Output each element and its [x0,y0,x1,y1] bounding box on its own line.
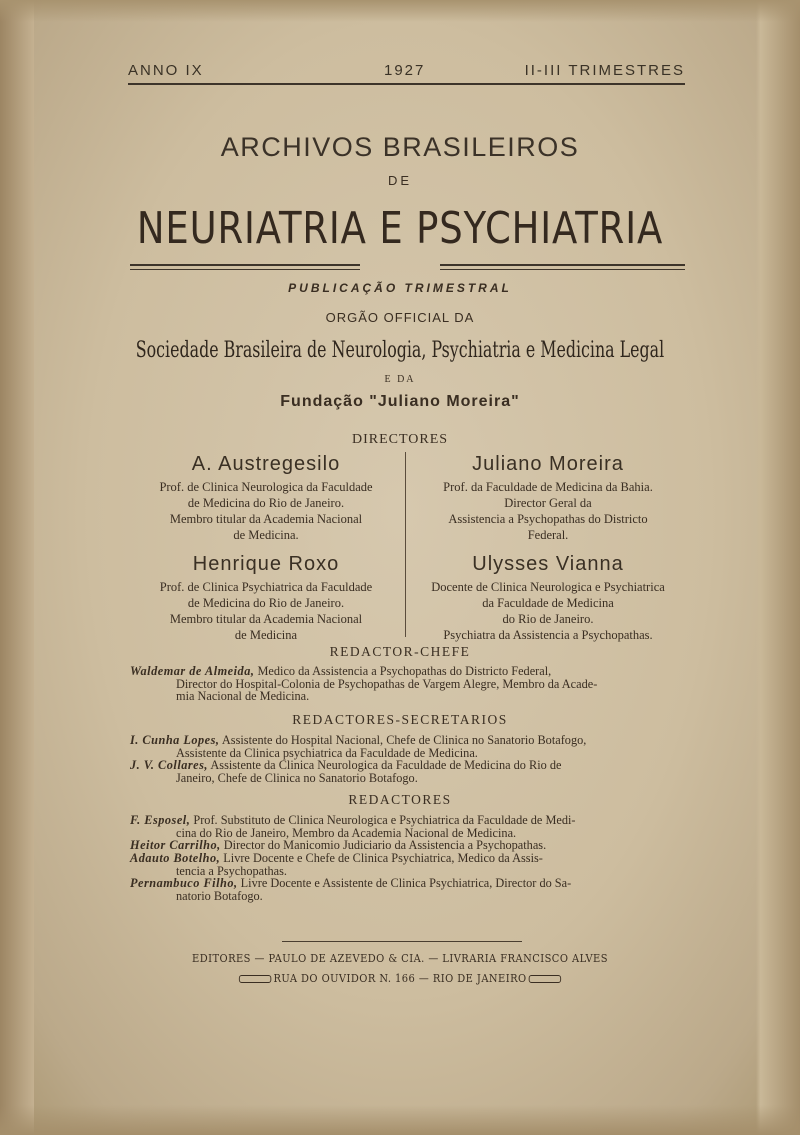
publication-frequency: PUBLICAÇÃO TRIMESTRAL [288,281,512,295]
director-desc-line: de Medicina do Rio de Janeiro. [187,496,345,510]
official-organ-label: ORGÃO OFFICIAL DA [325,310,475,325]
header-line [128,62,685,82]
director-desc-line: da Faculdade de Medicina [482,596,614,610]
director-desc-line: Prof. da Faculdade de Medicina da Bahia. [443,480,653,494]
secretary-entry [130,759,686,784]
paper-edge-left [0,0,34,1135]
director-roxo [130,552,402,643]
entry-text: Assistente da Clinica Neurologica da Faculdade de Medicina do Rio de [210,758,562,772]
society-name: Sociedade Brasileira de Neurologia, Psychiatria e Medicina Legal [135,338,665,363]
title-line-2: DE [387,173,413,188]
entry-text: Director do Hospital-Colonia de Psychopathas de Vargem Alegre, Membro da Acade- [176,676,598,691]
paper-edge-top [0,0,800,22]
director-name: Ulysses Vianna [472,553,624,575]
entry-text: natorio Botafogo. [176,888,263,903]
entry-text: Janeiro, Chefe de Clinica no Sanatorio Botafogo. [176,770,418,785]
title-rule-left-thin [130,269,360,270]
volume-label: ANNO IX [128,62,204,79]
publisher-line-2 [40,972,760,985]
director-desc-line: Prof. de Clinica Neurologica da Faculdade [159,480,373,494]
director-desc-line: de Medicina. [233,528,299,542]
secretary-entry [130,734,686,759]
director-desc-line: Psychiatra da Assistencia a Psychopathas. [443,628,653,642]
paper-edge-bottom [0,1105,800,1135]
publisher-line-1: EDITORES — PAULO DE AZEVEDO & CIA. — LIVRARIA FRANCISCO ALVES [192,952,608,965]
entry-text: Livre Docente e Chefe de Clinica Psychiatrica, Medico da Assis- [223,851,543,865]
publisher-address: RUA DO OUVIDOR N. 166 — RIO DE JANEIRO [273,972,527,985]
person-name: J. V. Collares, [130,758,208,772]
editor-entry [130,852,686,877]
title-rule-right-thin [440,269,685,270]
entry-text: Prof. Substituto de Clinica Neurologica e Psychiatrica da Faculdade de Medi- [193,813,576,827]
person-name: Waldemar de Almeida, [130,664,255,678]
person-name: Heitor Carrilho, [130,838,221,852]
title-line-3: NEURIATRIA E PSYCHIATRIA [136,203,664,254]
editor-entry [130,839,686,852]
editor-entry [130,877,686,902]
director-name: A. Austregesilo [191,453,341,475]
directors-heading: DIRECTORES [351,432,449,447]
director-desc-line: Membro titular da Academia Nacional [169,512,363,526]
entry-text: Assistente do Hospital Nacional, Chefe de Clinica no Sanatorio Botafogo, [221,733,587,747]
paper-edge-right [756,0,800,1135]
entry-text: Medico da Assistencia a Psychopathas do Districto Federal, [257,664,552,678]
person-name: Pernambuco Filho, [130,876,238,890]
director-desc-line: Prof. de Clinica Psychiatrica da Faculdade [159,580,373,594]
entry-text: Assistente da Clinica psychiatrica da Faculdade de Medicina. [176,745,478,760]
chief-editor-entry [130,665,686,703]
title-rule-left [130,264,360,266]
person-name: I. Cunha Lopes, [130,733,220,747]
title-line-1: ARCHIVOS BRASILEIROS [220,132,580,162]
director-desc-line: Federal. [527,528,569,542]
director-name: Juliano Moreira [472,453,624,475]
publisher-rule [282,941,522,942]
director-description [410,579,686,643]
director-moreira [410,452,686,543]
director-name: Henrique Roxo [192,553,340,575]
entry-text: mia Nacional de Medicina. [176,689,310,703]
director-desc-line: de Medicina do Rio de Janeiro. [187,596,345,610]
entry-text: Livre Docente e Assistente de Clinica Psychiatrica, Director do Sa- [240,876,572,890]
director-desc-line: de Medicina [234,628,298,642]
editors-heading: REDACTORES [348,792,452,807]
director-description [130,579,402,643]
entry-text: tencia a Psychopathas. [176,863,287,878]
year-label: 1927 [384,62,426,79]
director-desc-line: Docente de Clinica Neurologica e Psychiatrica [431,580,665,594]
director-vianna [410,552,686,643]
director-desc-line: Membro titular da Academia Nacional [169,612,363,626]
director-desc-line: Assistencia a Psychopathas do Districto [448,512,648,526]
and-label: E DA [384,374,416,385]
foundation-name: Fundação "Juliano Moreira" [280,393,520,410]
director-desc-line: Director Geral da [504,496,592,510]
directors-divider [405,452,406,637]
director-description [410,479,686,543]
quarters-label: II-III TRIMESTRES [524,62,685,79]
entry-text: cina do Rio de Janeiro, Membro da Academia Nacional de Medicina. [176,825,517,840]
secretaries-heading: REDACTORES-SECRETARIOS [292,712,508,727]
person-name: Adauto Botelho, [130,851,221,865]
director-description [130,479,402,543]
ornament-left [239,975,271,983]
title-rule-right [440,264,685,266]
entry-text: Director do Manicomio Judiciario da Assistencia a Psychopathas. [223,838,547,852]
ornament-right [528,975,560,983]
editor-entry [130,814,686,839]
chief-editor-heading: REDACTOR-CHEFE [329,644,471,659]
director-desc-line: do Rio de Janeiro. [502,612,594,626]
person-name: F. Esposel, [130,813,191,827]
director-austregesilo [130,452,402,543]
header-rule [128,83,685,85]
